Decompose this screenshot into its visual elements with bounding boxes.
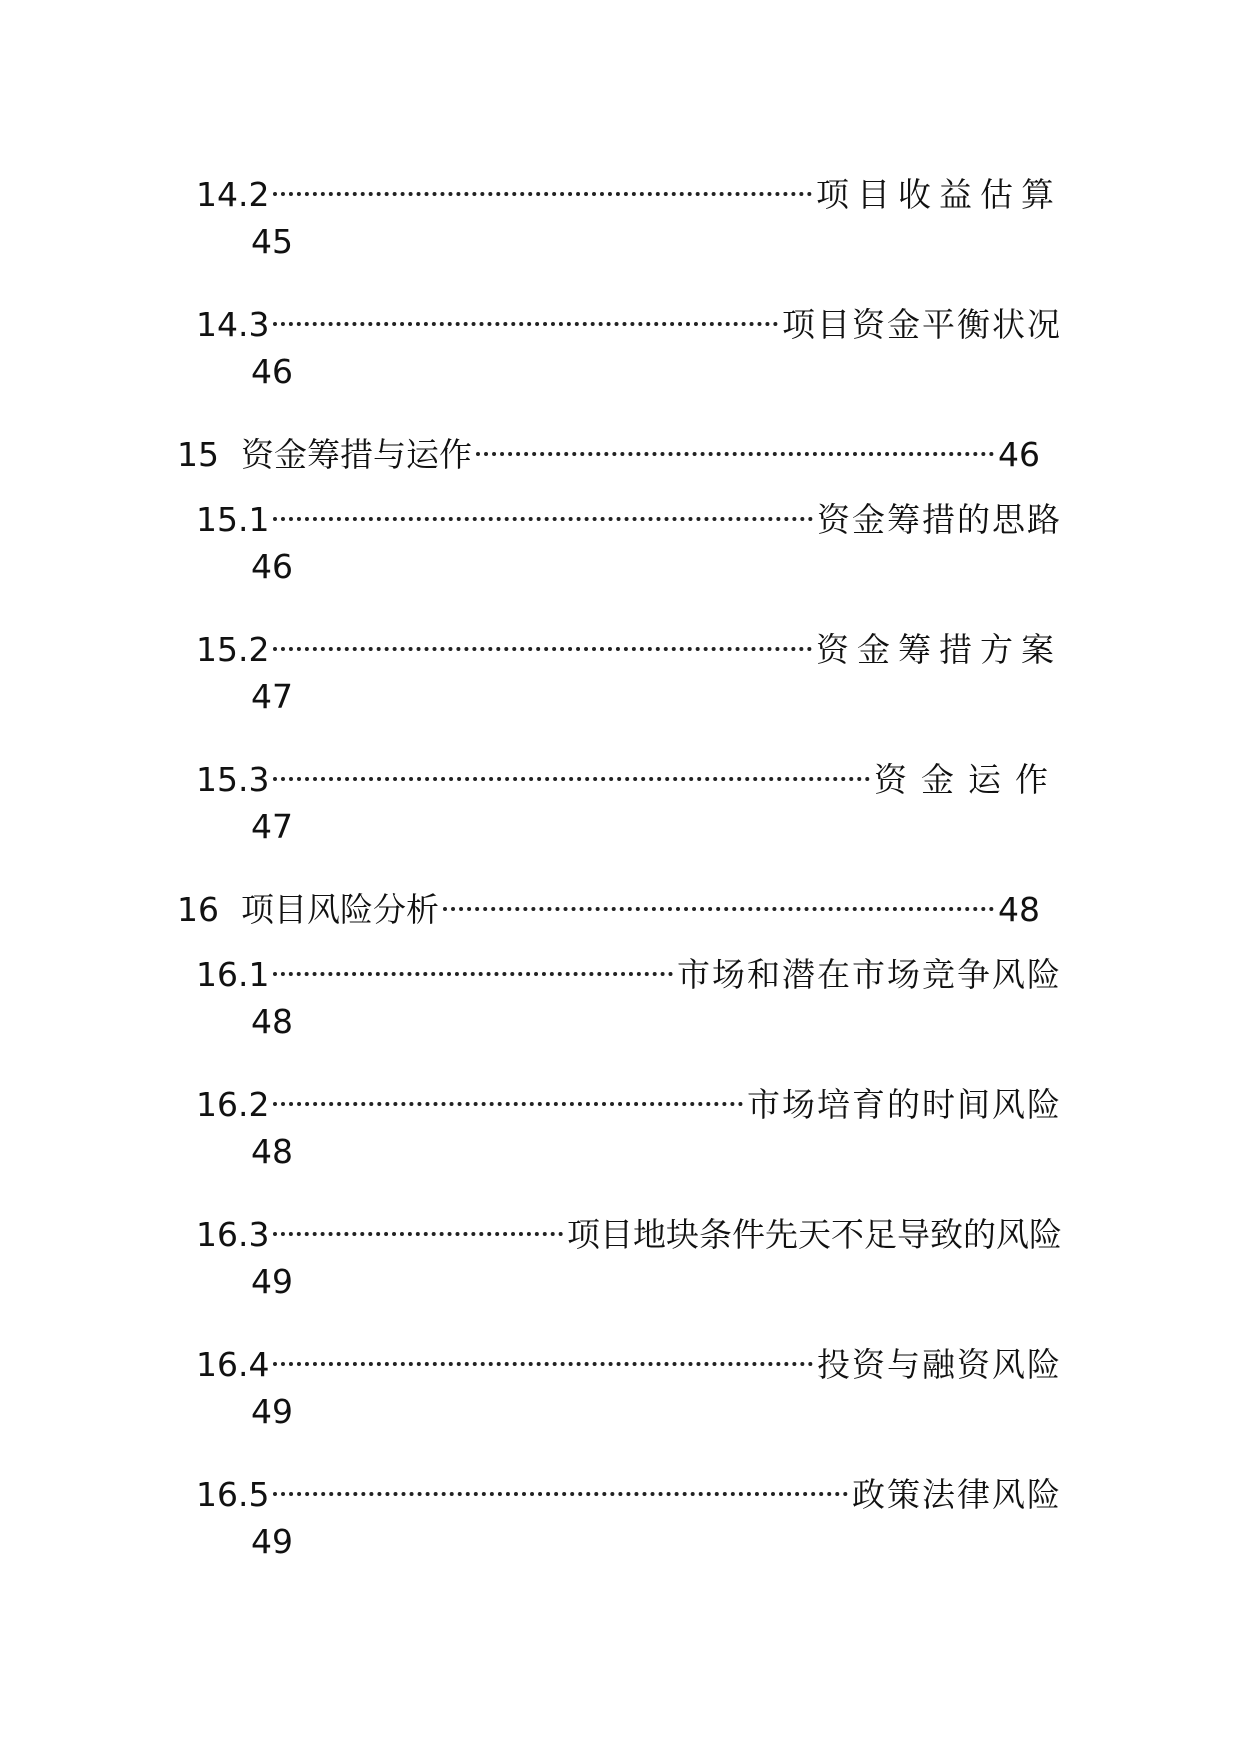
toc-entry-16-5[interactable]: [196, 1462, 1062, 1514]
toc-entry-number: 15.1: [196, 500, 270, 539]
toc-entry-page-number: 45: [251, 222, 293, 261]
toc-entry-page-number: 46: [251, 547, 293, 586]
toc-entry-page-number: 49: [251, 1392, 293, 1431]
dot-leader: [273, 1202, 563, 1246]
dot-leader: [273, 617, 812, 661]
toc-chapter-16[interactable]: [177, 877, 1040, 929]
toc-entry-16-1[interactable]: [196, 942, 1062, 994]
toc-entry-title: 市场和潜在市场竞争风险: [677, 955, 1062, 994]
toc-chapter-number: 16: [177, 890, 219, 929]
toc-entry-title: 政策法律风险: [852, 1475, 1062, 1514]
dot-leader: [273, 747, 870, 791]
toc-entry-16-2[interactable]: [196, 1072, 1062, 1124]
toc-entry-number: 16.2: [196, 1085, 270, 1124]
toc-entry-number: 16.3: [196, 1215, 270, 1254]
toc-entry-page-number: 48: [251, 1002, 293, 1041]
toc-entry-16-3[interactable]: [196, 1202, 1062, 1254]
dot-leader: [443, 877, 994, 921]
toc-entry-16-4[interactable]: [196, 1332, 1062, 1384]
toc-entry-15-1[interactable]: [196, 487, 1062, 539]
toc-entry-number: 14.3: [196, 305, 270, 344]
toc-entry-title: 资金运作: [874, 760, 1062, 799]
toc-entry-title: 资金筹措方案: [816, 630, 1062, 669]
toc-chapter-title: 项目风险分析: [241, 890, 439, 929]
toc-chapter-page-number: 48: [998, 890, 1040, 929]
toc-chapter-page-number: 46: [998, 435, 1040, 474]
dot-leader: [273, 1072, 743, 1116]
toc-entry-15-2[interactable]: [196, 617, 1062, 669]
toc-entry-number: 15.2: [196, 630, 270, 669]
toc-entry-title: 市场培育的时间风险: [747, 1085, 1062, 1124]
toc-entry-number: 16.5: [196, 1475, 270, 1514]
toc-entry-number: 16.1: [196, 955, 270, 994]
dot-leader: [273, 292, 778, 336]
dot-leader: [273, 942, 673, 986]
toc-entry-15-3[interactable]: [196, 747, 1062, 799]
toc-entry-title: 项目地块条件先天不足导致的风险: [567, 1215, 1062, 1254]
toc-chapter-title: 资金筹措与运作: [241, 435, 472, 474]
toc-entry-title: 项目收益估算: [816, 175, 1062, 214]
toc-entry-14-2[interactable]: [196, 162, 1062, 214]
toc-entry-page-number: 46: [251, 352, 293, 391]
toc-entry-number: 15.3: [196, 760, 270, 799]
toc-entry-page-number: 48: [251, 1132, 293, 1171]
toc-entry-title: 资金筹措的思路: [817, 500, 1062, 539]
dot-leader: [273, 1332, 813, 1376]
toc-entry-number: 14.2: [196, 175, 270, 214]
toc-entry-title: 投资与融资风险: [817, 1345, 1062, 1384]
dot-leader: [273, 487, 813, 531]
toc-entry-number: 16.4: [196, 1345, 270, 1384]
toc-entry-page-number: 47: [251, 807, 293, 846]
toc-entry-page-number: 47: [251, 677, 293, 716]
toc-chapter-number: 15: [177, 435, 219, 474]
dot-leader: [273, 162, 812, 206]
toc-chapter-15[interactable]: [177, 422, 1040, 474]
toc-entry-page-number: 49: [251, 1262, 293, 1301]
dot-leader: [273, 1462, 848, 1506]
toc-entry-14-3[interactable]: [196, 292, 1062, 344]
dot-leader: [476, 422, 994, 466]
toc-entry-title: 项目资金平衡状况: [782, 305, 1062, 344]
toc-entry-page-number: 49: [251, 1522, 293, 1561]
